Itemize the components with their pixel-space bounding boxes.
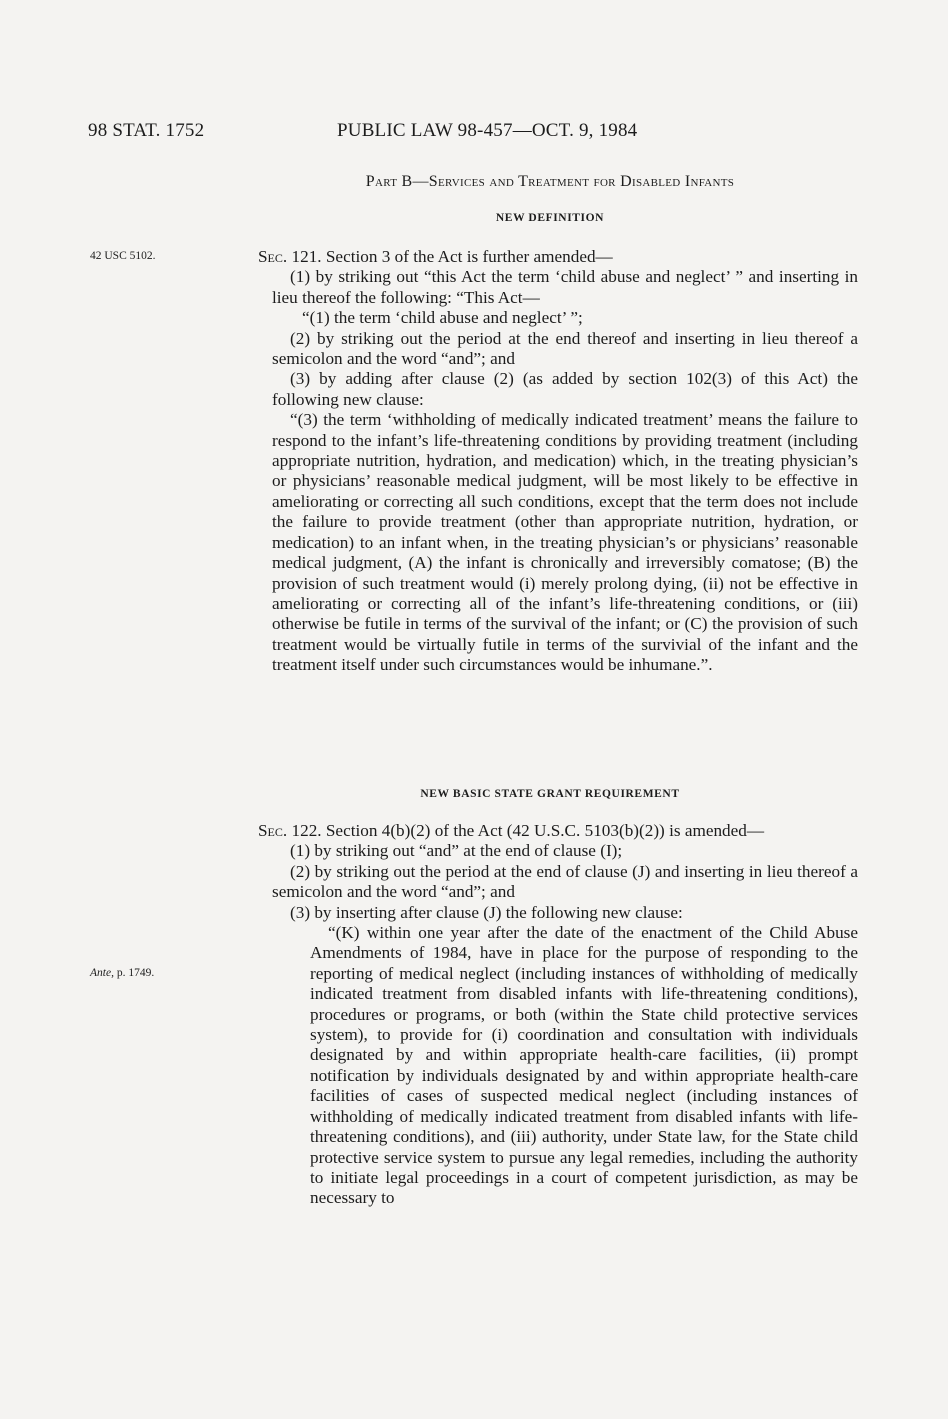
part-title: Part B—Services and Treatment for Disabled Infants bbox=[365, 173, 735, 190]
section-122-item-2: (2) by striking out the period at the end of clause (J) and inserting in lieu thereof a semicolon and the word “and”; and bbox=[272, 861, 858, 902]
margin-note-42-usc-5102: 42 USC 5102. bbox=[90, 250, 156, 262]
section-121-items bbox=[258, 267, 858, 410]
section-heading-new-basic-state-grant: NEW BASIC STATE GRANT REQUIREMENT bbox=[420, 788, 680, 800]
section-122-lead: Sec. 122. Section 4(b)(2) of the Act (42 U.S.C. 5103(b)(2)) is amended— bbox=[258, 821, 765, 840]
section-122-body bbox=[258, 821, 858, 1209]
sec-label: Sec. bbox=[258, 821, 288, 840]
section-heading-new-definition: NEW DEFINITION bbox=[495, 212, 605, 224]
section-121-item-1-quote: “(1) the term ‘child abuse and neglect’ ”; bbox=[302, 308, 583, 328]
sec-label: Sec. bbox=[258, 247, 288, 266]
section-121-lead: Sec. 121. Section 3 of the Act is further amended— bbox=[258, 247, 613, 266]
section-121-quote-block bbox=[258, 410, 858, 675]
section-121-new-clause: “(3) the term ‘withholding of medically indicated treatment’ means the failure to respond to the infant’s life-threatening conditions by providing treatment (including appropriate nutrition, hydration, and medication) which, in the treating physician’s or physicians’ reasonable medical judgment, will be most likely to be effective in ameliorating or correcting all such conditions, except that the term does not include the failure to provide treatment (other than appropriate nutrition, hydration, or medication) to an infant when, in the treating physician’s or physicians’ reasonable medical judgment, (A) the infant is chronically and irreversibly comatose; (B) the provision of such treatment would (i) merely prolong dying, (ii) not be effective in ameliorating or correcting all of the infant’s life-threatening conditions, or (iii) otherwise be futile in terms of the survival of the infant; or (C) the provision of such treatment would be virtually futile in terms of the survivial of the infant and the treatment itself under such circumstances would be inhumane.”. bbox=[272, 410, 858, 675]
section-121-body bbox=[258, 247, 858, 676]
section-122-quote-block bbox=[258, 923, 858, 1209]
section-122-item-3: (3) by inserting after clause (J) the following new clause: bbox=[290, 902, 683, 922]
section-121-item-1: (1) by striking out “this Act the term ‘child abuse and neglect’ ” and inserting in lieu thereof the following: “This Act— bbox=[272, 267, 858, 307]
section-121-item-3: (3) by adding after clause (2) (as added by section 102(3) of this Act) the following new clause: bbox=[272, 369, 858, 409]
page-running-title: PUBLIC LAW 98-457—OCT. 9, 1984 bbox=[337, 120, 638, 141]
section-122-new-clause: “(K) within one year after the date of the enactment of the Child Abuse Amendments of 1984, have in place for the purpose of responding to the reporting of medical neglect (including instances of withholding of medically indicated treatment from disabled infants with life-threatening conditions), procedures or programs, or both (within the State child protective services system), to provide for (i) coordination and consultation with individuals designated by and within appropriate health-care facilities, (ii) prompt notification by individuals designated by and within appropriate health-care facilities of cases of suspected medical neglect (including instances of withholding of medically indicated treatment from disabled infants with life-threatening conditions), and (iii) authority, under State law, for the State child protective service system to pursue any legal remedies, including the authority to initiate legal proceedings in a court of competent jurisdiction, as may be necessary to bbox=[310, 923, 858, 1208]
section-122-items bbox=[258, 841, 858, 923]
section-122-item-1: (1) by striking out “and” at the end of clause (I); bbox=[290, 841, 623, 861]
page-stat-number: 98 STAT. 1752 bbox=[88, 120, 205, 141]
margin-note-ante-p-1749: Ante, p. 1749. bbox=[90, 967, 155, 979]
section-121-item-2: (2) by striking out the period at the end thereof and inserting in lieu thereof a semicolon and the word “and”; and bbox=[272, 328, 858, 369]
